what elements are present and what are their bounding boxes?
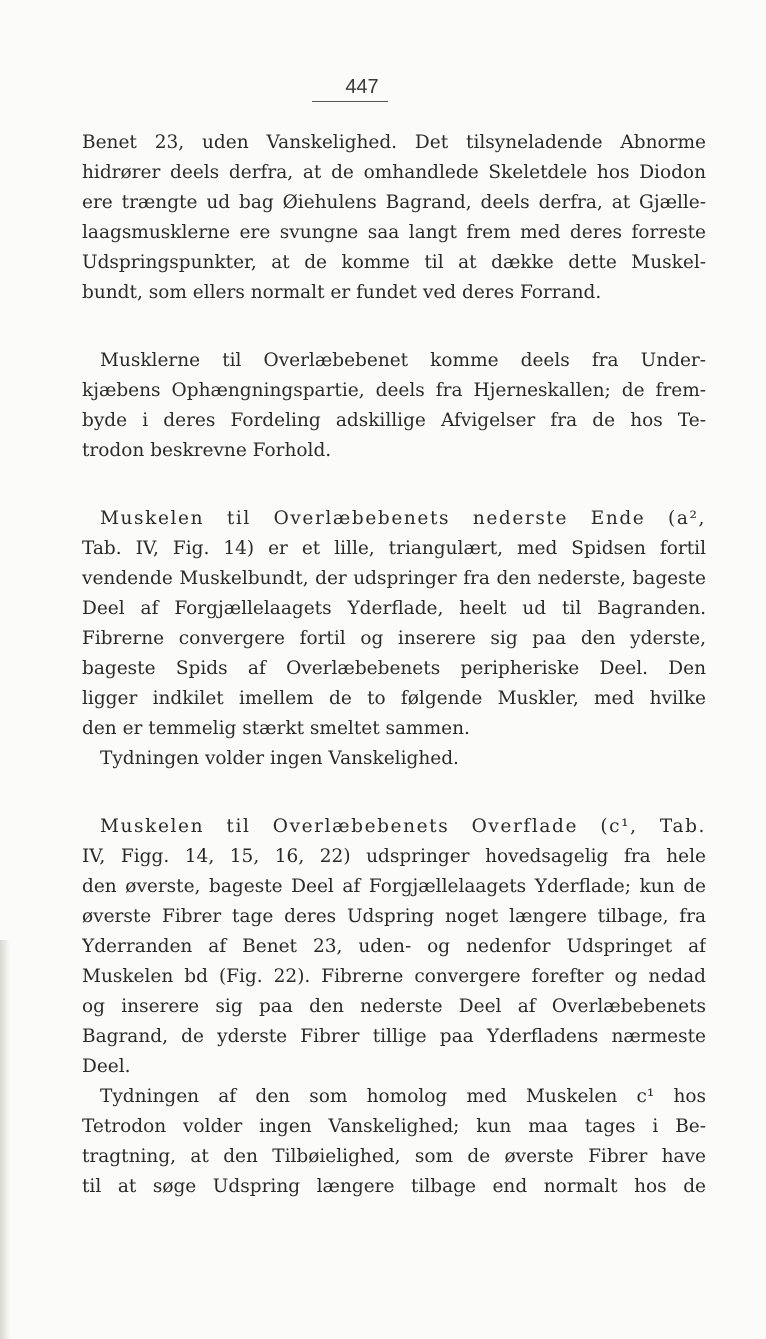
text-line: ere trængte ud bag Øiehulens Bagrand, deels derfra, at Gjælle- [82,192,706,213]
text-line: byde i deres Fordeling adskillige Afvigelser fra de hos Te- [82,410,706,431]
text-line: ligger indkilet imellem de to følgende Muskler, med hvilke [82,688,706,709]
text-line: Tab. IV, Fig. 14) er et lille, triangulært, med Spidsen fortil [82,538,706,559]
text-line: Deel. [82,1056,131,1077]
text-line: bageste Spids af Overlæbebenets peripheriske Deel. Den [82,658,706,679]
text-line: kjæbens Ophængningspartie, deels fra Hjerneskallen; de frem- [82,380,706,401]
text-line: Benet 23, uden Vanskelighed. Det tilsyneladende Abnorme [82,132,706,153]
text-line: Tydningen af den som homolog med Muskelen c¹ hos [100,1086,706,1107]
text-line: Tydningen volder ingen Vanskelighed. [100,748,459,769]
text-line: den øverste, bageste Deel af Forgjællelaagets Yderflade; kun de [82,876,706,897]
text-line: vendende Muskelbundt, der udspringer fra den nederste, bageste [82,568,706,589]
text-line: bundt, som ellers normalt er fundet ved deres Forrand. [82,282,602,303]
text-line: til at søge Udspring længere tilbage end normalt hos de [82,1176,706,1197]
text-line: Fibrerne convergere fortil og inserere sig paa den yderste, [82,628,706,649]
text-line: Musklerne til Overlæbebenet komme deels fra Under- [100,350,706,371]
text-line: øverste Fibrer tage deres Udspring noget længere tilbage, fra [82,906,706,927]
text-line: og inserere sig paa den nederste Deel af Overlæbebenets [82,996,706,1017]
page-edge-shadow [0,940,10,1339]
page-number: 447 [345,76,379,98]
text-line: Muskelen til Overlæbebenets Overflade (c¹, Tab. [100,816,706,837]
text-line: Muskelen til Overlæbebenets nederste Ende (a², [100,508,706,529]
text-line: Yderranden af Benet 23, uden- og nedenfor Udspringet af [82,936,706,957]
text-line: trodon beskrevne Forhold. [82,440,332,461]
text-line: laagsmusklerne ere svungne saa langt frem med deres forreste [82,222,706,243]
text-line: den er temmelig stærkt smeltet sammen. [82,718,470,739]
text-line: Udspringspunkter, at de komme til at dække dette Muskel- [82,252,706,273]
text-line: IV, Figg. 14, 15, 16, 22) udspringer hovedsagelig fra hele [82,846,706,867]
text-line: Deel af Forgjællelaagets Yderflade, heelt ud til Bagranden. [82,598,706,619]
text-line: tragtning, at den Tilbøielighed, som de øverste Fibrer have [82,1146,706,1167]
text-line: Tetrodon volder ingen Vanskelighed; kun maa tages i Be- [82,1116,706,1137]
text-line: Muskelen bd (Fig. 22). Fibrerne convergere forefter og nedad [82,966,706,987]
text-line: Bagrand, de yderste Fibrer tillige paa Yderfladens nærmeste [82,1026,706,1047]
page-number-rule [312,101,388,102]
text-line: hidrører deels derfra, at de omhandlede Skeletdele hos Diodon [82,162,706,183]
